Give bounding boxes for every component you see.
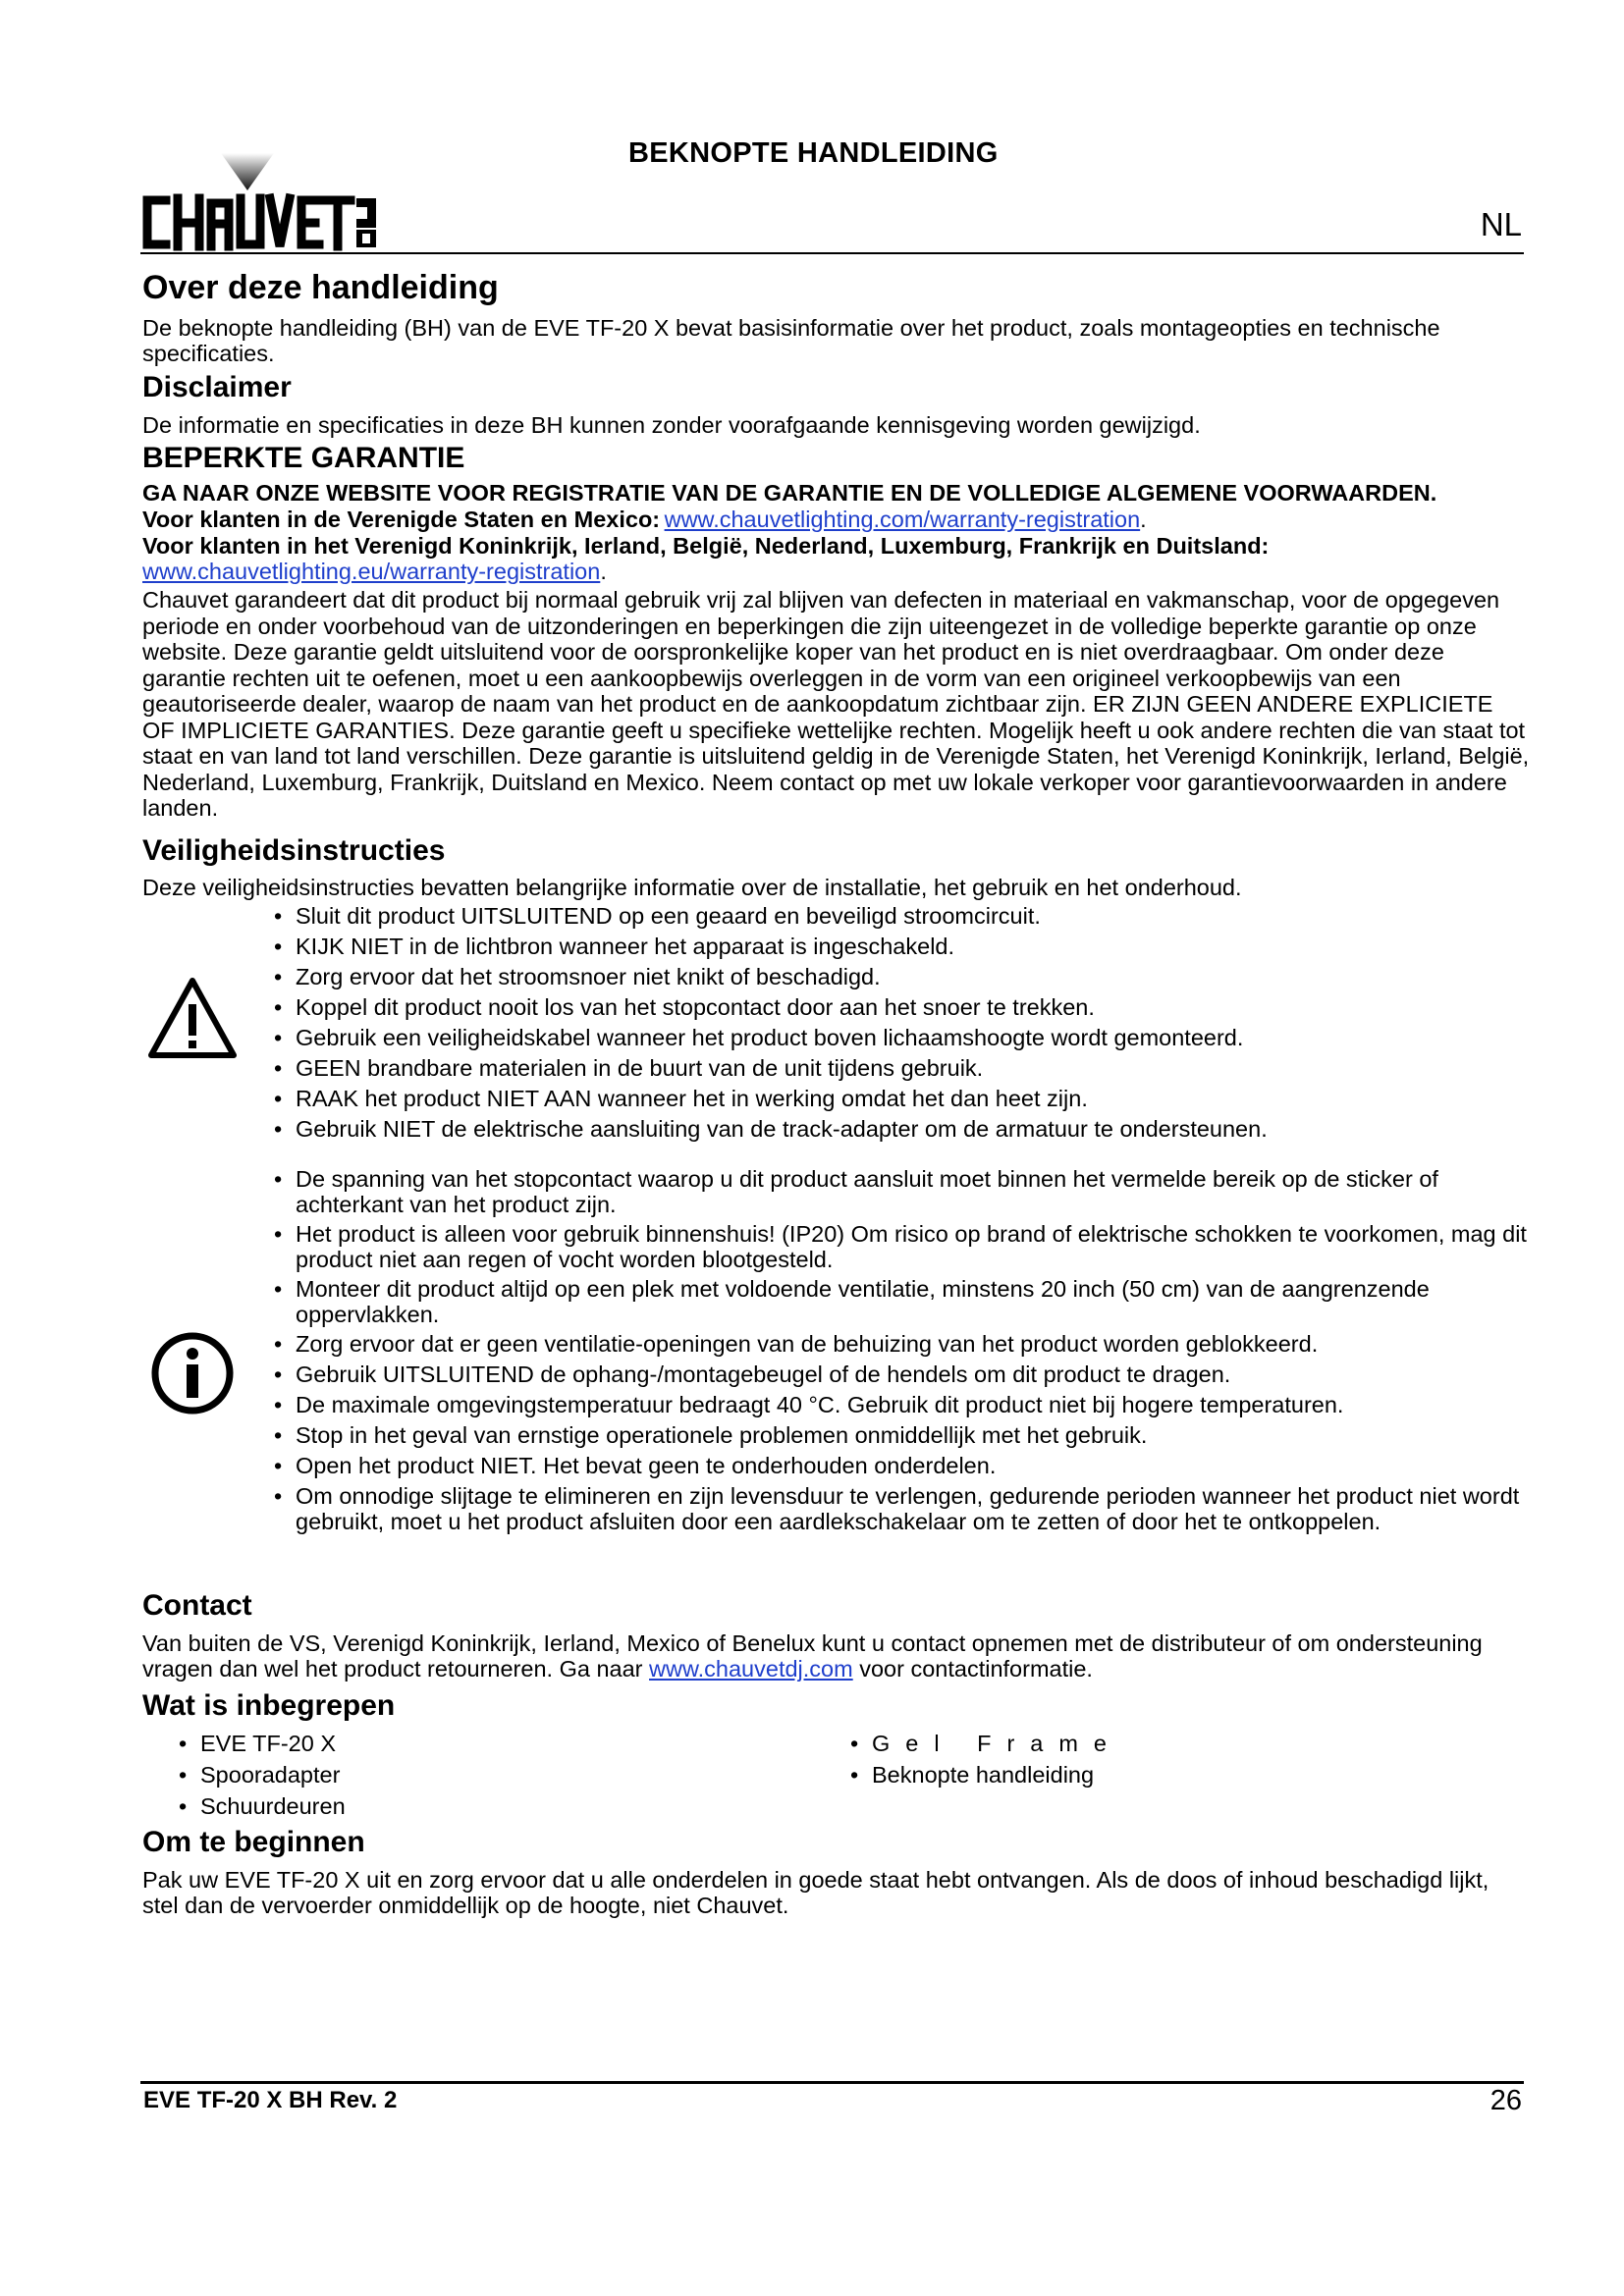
list-item: • GEEN brandbare materialen in de buurt van de unit tijdens gebruik. <box>272 1055 1529 1081</box>
footer-divider <box>140 2081 1524 2084</box>
footer-doc-id: EVE TF-20 X BH Rev. 2 <box>143 2087 398 2113</box>
list-item: • Schuurdeuren <box>177 1790 668 1822</box>
list-item: • Koppel dit product nooit los van het stopcontact door aan het snoer te trekken. <box>272 994 1529 1020</box>
chauvet-dj-logo <box>140 147 378 255</box>
list-item: • Zorg ervoor dat het stroomsnoer niet knikt of beschadigd. <box>272 964 1529 989</box>
safety-heading: Veiligheidsinstructies <box>142 834 446 867</box>
disclaimer-heading: Disclaimer <box>142 371 292 403</box>
list-item: • Stop in het geval van ernstige operationele problemen onmiddellijk met het gebruik. <box>272 1422 1529 1448</box>
start-heading: Om te beginnen <box>142 1826 365 1858</box>
list-item: • Beknopte handleiding <box>848 1759 1339 1790</box>
included-list-right <box>848 1728 1339 1790</box>
list-item: • Het product is alleen voor gebruik binnenshuis! (IP20) Om risico op brand of elektrische schokken te voorkomen, mag dit product niet aan regen of vocht worden blootgesteld. <box>272 1221 1529 1272</box>
warranty-us-line: Voor klanten in de Verenigde Staten en Mexico: www.chauvetlighting.com/warranty-registration. <box>142 507 1147 532</box>
disclaimer-text: De informatie en specificaties in deze BH kunnen zonder voorafgaande kennisgeving worden gewijzigd. <box>142 412 1201 438</box>
language-code: NL <box>1480 206 1522 242</box>
contact-text <box>142 1630 1531 1682</box>
warranty-heading: BEPERKTE GARANTIE <box>142 442 465 474</box>
start-text: Pak uw EVE TF-20 X uit en zorg ervoor dat u alle onderdelen in goede staat hebt ontvangen. Als de doos of inhoud beschadigd lijkt, stel dan de vervoerder onmiddellijk op de hoogte, niet Chauvet. <box>142 1867 1489 1918</box>
info-circle-icon <box>150 1331 235 1415</box>
contact-heading: Contact <box>142 1589 252 1622</box>
warning-triangle-icon <box>147 977 238 1059</box>
list-item: • De maximale omgevingstemperatuur bedraagt 40 °C. Gebruik dit product niet bij hogere temperaturen. <box>272 1392 1529 1417</box>
about-heading: Over deze handleiding <box>142 269 499 306</box>
list-item: • Gel Frame <box>848 1728 1339 1759</box>
safety-info-list <box>272 1166 1529 1534</box>
safety-intro: Deze veiligheidsinstructies bevatten belangrijke informatie over de installatie, het gebruik en het onderhoud. <box>142 875 1242 900</box>
included-list-left <box>177 1728 668 1822</box>
list-item: • Zorg ervoor dat er geen ventilatie-openingen van de behuizing van het product worden geblokkeerd. <box>272 1331 1529 1357</box>
list-item: • Gebruik NIET de elektrische aansluiting van de track-adapter om de armatuur te ondersteunen. <box>272 1116 1529 1142</box>
contact-text-before: Van buiten de VS, Verenigd Koninkrijk, Ierland, Mexico of Benelux kunt u contact opnemen met de distributeur of om ondersteuning vragen dan wel het product retourneren. Ga naar <box>142 1630 1483 1682</box>
list-item: • Gebruik UITSLUITEND de ophang-/montagebeugel of de hendels om dit product te dragen. <box>272 1362 1529 1387</box>
page-header-title: BEKNOPTE HANDLEIDING <box>628 137 999 169</box>
list-item: • Om onnodige slijtage te elimineren en zijn levensduur te verlengen, gedurende perioden wanneer het product niet wordt gebruikt, moet u het product afsluiten door een aardlekschakelaar om te zetten of door het te ontkoppelen. <box>272 1483 1529 1534</box>
included-heading: Wat is inbegrepen <box>142 1689 396 1722</box>
warranty-us-label: Voor klanten in de Verenigde Staten en Mexico: <box>142 507 661 532</box>
safety-warnings-list <box>272 903 1529 1147</box>
header-divider <box>140 252 1524 254</box>
list-item: • Spooradapter <box>177 1759 668 1790</box>
contact-link[interactable]: www.chauvetdj.com <box>649 1656 853 1682</box>
warranty-eu-link[interactable]: www.chauvetlighting.eu/warranty-registration <box>142 559 601 584</box>
list-item: • Gebruik een veiligheidskabel wanneer het product boven lichaamshoogte wordt gemonteerd. <box>272 1025 1529 1050</box>
list-item: • RAAK het product NIET AAN wanneer het in werking omdat het dan heet zijn. <box>272 1086 1529 1111</box>
list-item: • KIJK NIET in de lichtbron wanneer het apparaat is ingeschakeld. <box>272 934 1529 959</box>
list-item: • EVE TF-20 X <box>177 1728 668 1759</box>
about-text: De beknopte handleiding (BH) van de EVE TF-20 X bevat basisinformatie over het product, zoals montageopties en technische specificaties. <box>142 315 1440 366</box>
warranty-eu-label: Voor klanten in het Verenigd Koninkrijk, Ierland, België, Nederland, Luxemburg, Frankrijk en Duitsland: <box>142 533 1270 559</box>
list-item: • Open het product NIET. Het bevat geen te onderhouden onderdelen. <box>272 1453 1529 1478</box>
warranty-eu-line: www.chauvetlighting.eu/warranty-registration. <box>142 559 607 584</box>
list-item: • De spanning van het stopcontact waarop u dit product aansluit moet binnen het vermelde bereik op de sticker of achterkant van het product zijn. <box>272 1166 1529 1217</box>
contact-text-after: voor contactinformatie. <box>859 1656 1093 1682</box>
warranty-notice: GA NAAR ONZE WEBSITE VOOR REGISTRATIE VAN DE GARANTIE EN DE VOLLEDIGE ALGEMENE VOORWAARDEN. <box>142 480 1437 506</box>
warranty-body: Chauvet garandeert dat dit product bij normaal gebruik vrij zal blijven van defecten in materiaal en vakmanschap, voor de opgegeven periode en onder voorbehoud van de uitzonderingen en beperkingen die zijn uiteengezet in de volledige beperkte garantie op onze website. Deze garantie geldt uitsluitend voor de oorspronkelijke koper van het product en is niet overdraagbaar. Om onder deze garantie rechten uit te oefenen, moet u een aankoopbewijs overleggen in de vorm van een origineel verkoopbewijs van een geautoriseerde dealer, waarop de naam van het product en de aankoopdatum zichtbaar zijn. ER ZIJN GEEN ANDERE EXPLICIETE OF IMPLICIETE GARANTIES. Deze garantie geeft u specifieke wettelijke rechten. Mogelijk heeft u ook andere rechten die van staat tot staat en van land tot land verschillen. Deze garantie is uitsluitend geldig in de Verenigde Staten, het Verenigd Koninkrijk, Ierland, België, Nederland, Luxemburg, Frankrijk, Duitsland en Mexico. Neem contact op met uw lokale verkoper voor garantievoorwaarden in andere landen. <box>142 587 1530 821</box>
list-item: • Monteer dit product altijd op een plek met voldoende ventilatie, minstens 20 inch (50 cm) van de aangrenzende oppervlakken. <box>272 1276 1529 1327</box>
list-item: • Sluit dit product UITSLUITEND op een geaard en beveiligd stroomcircuit. <box>272 903 1529 929</box>
page-number: 26 <box>1489 2085 1522 2116</box>
warranty-us-link[interactable]: www.chauvetlighting.com/warranty-registration <box>664 507 1141 532</box>
